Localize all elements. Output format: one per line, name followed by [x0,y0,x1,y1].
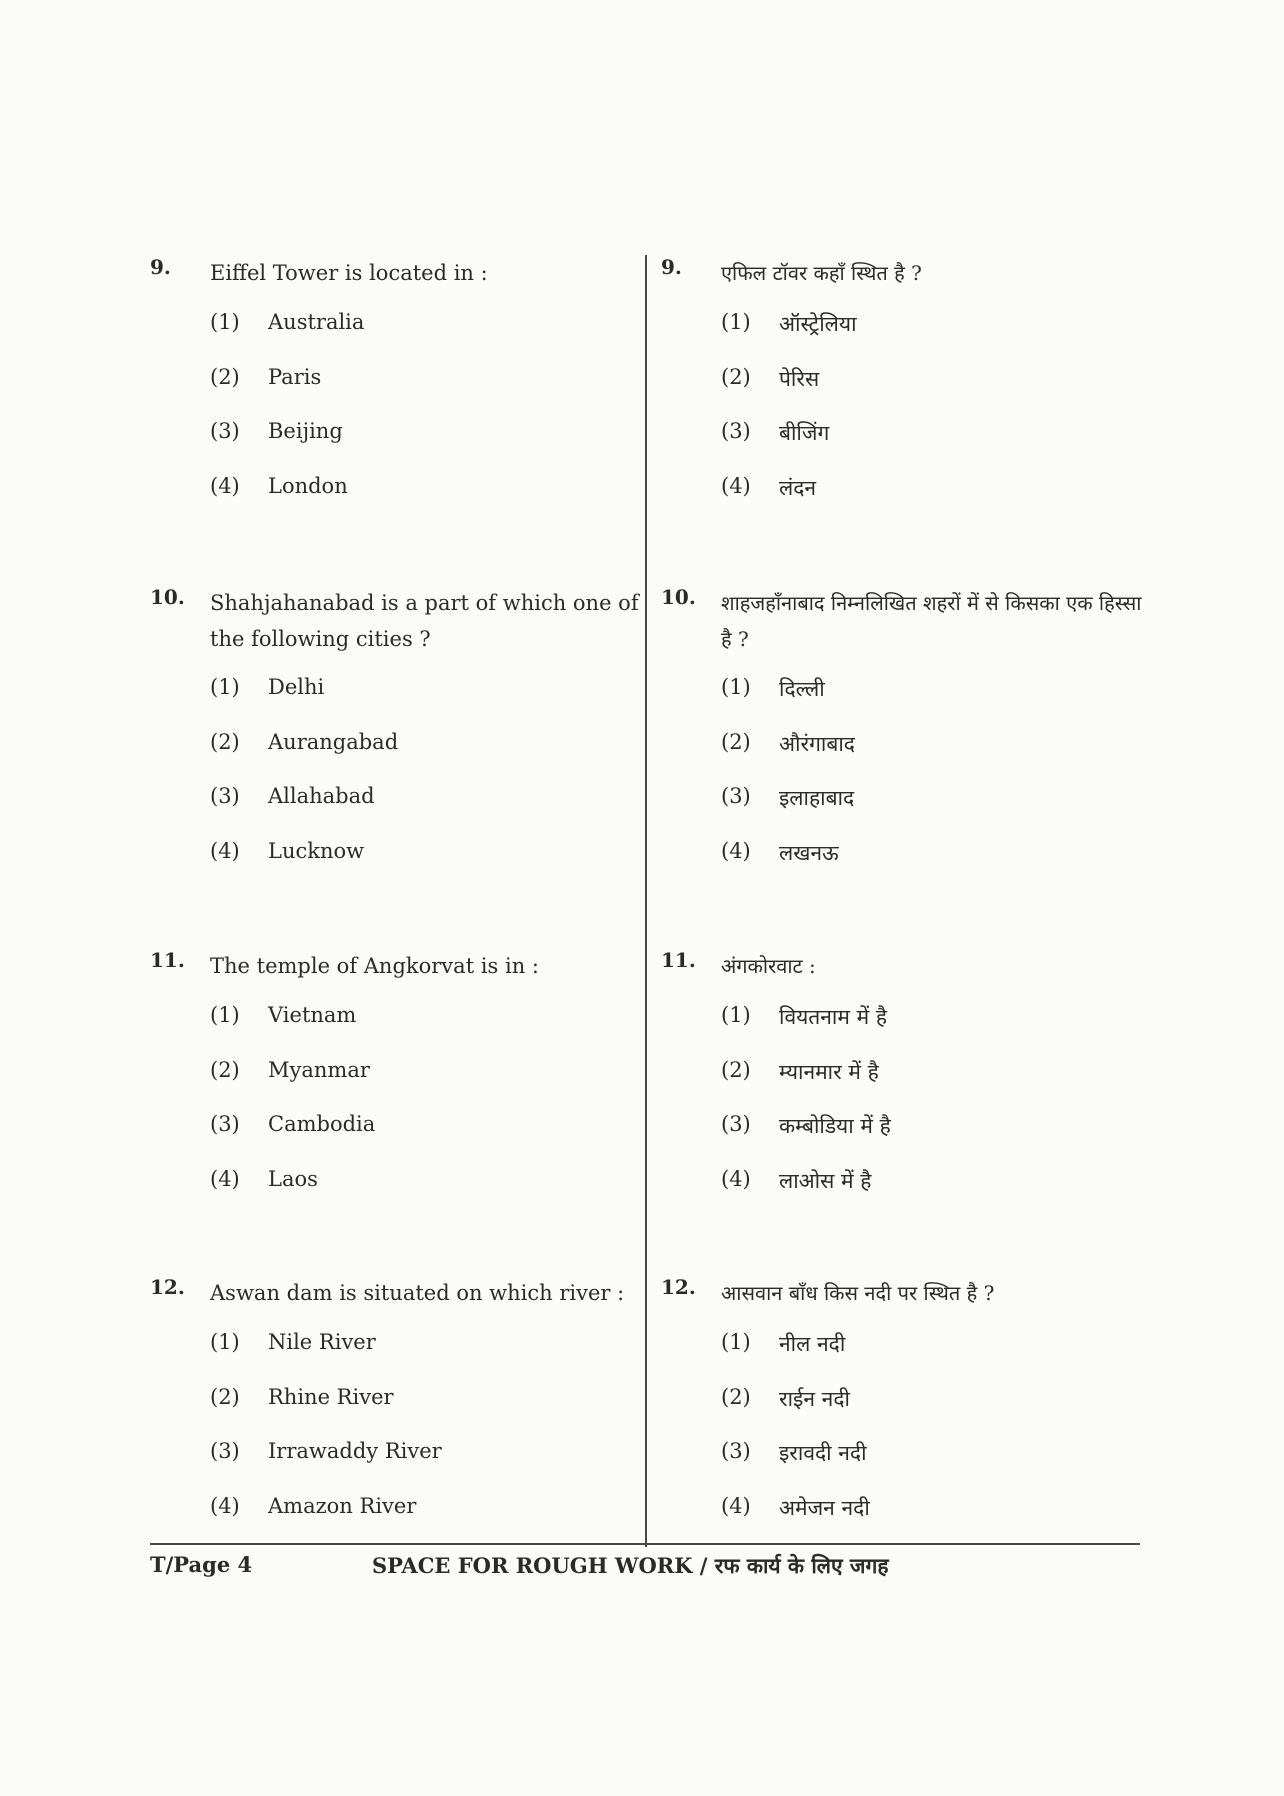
option-3 [721,419,1151,455]
option-1 [721,675,1151,711]
option-3 [210,419,640,455]
question-12-hi [661,1275,1151,1535]
option-text: दिल्ली [779,677,825,701]
option-3 [721,784,1151,820]
question-number: 11. [150,948,185,972]
option-text: Nile River [268,1330,376,1354]
question-11-en [150,948,640,1208]
option-text: लखनऊ [779,840,839,865]
option-number: (3) [721,419,751,443]
option-3 [210,784,640,820]
option-number: (4) [210,1493,240,1518]
option-4 [210,839,640,875]
option-1 [721,1003,1151,1039]
option-text: Irrawaddy River [268,1439,442,1463]
question-text: Eiffel Tower is located in : [210,261,488,285]
option-number: (3) [721,1439,751,1463]
option-number: (1) [210,675,240,699]
option-text: Aurangabad [268,729,399,754]
question-text: शाहजहाँनाबाद निम्नलिखित शहरों में से किसका एक हिस्सा है ? [721,591,1142,651]
option-text: वियतनाम में है [779,1005,887,1029]
question-11-hi [661,948,1151,1208]
option-text: औरंगाबाद [779,731,855,756]
option-2 [721,730,1151,766]
option-1 [210,310,640,346]
option-number: (2) [210,364,240,389]
option-number: (4) [210,473,240,498]
option-3 [210,1439,640,1475]
option-text: Vietnam [268,1003,357,1027]
question-text: अंगकोरवाट : [721,954,816,978]
option-text: Delhi [268,675,325,699]
option-text: कम्बोडिया में है [779,1114,891,1138]
option-number: (2) [210,1384,240,1409]
option-text: London [268,473,348,498]
question-text: Shahjahanabad is a part of which one of the following cities ? [210,591,639,651]
question-number: 9. [150,255,171,279]
question-text: आसवान बाँध किस नदी पर स्थित है ? [721,1281,995,1305]
option-text: बीजिंग [779,421,830,445]
question-9-hi [661,255,1151,515]
option-text: Laos [268,1166,318,1191]
option-text: Amazon River [268,1493,417,1518]
option-number: (3) [210,419,240,443]
option-2 [210,365,640,401]
option-number: (3) [210,784,240,808]
option-text: Rhine River [268,1384,394,1409]
option-1 [210,1003,640,1039]
option-number: (2) [721,1384,751,1409]
option-text: राईन नदी [779,1386,850,1411]
option-text: पेरिस [779,366,820,391]
option-3 [721,1112,1151,1148]
option-number: (2) [210,729,240,754]
question-number: 12. [150,1275,185,1299]
option-text: Cambodia [268,1112,376,1136]
option-text: Allahabad [268,784,375,808]
option-4 [210,1494,640,1530]
option-4 [210,1167,640,1203]
option-1 [210,1330,640,1366]
question-number: 10. [661,585,696,609]
option-text: लंदन [779,475,817,500]
option-text: Lucknow [268,838,365,863]
question-10-hi [661,585,1151,865]
question-number: 11. [661,948,696,972]
option-number: (1) [210,310,240,334]
column-divider [645,255,647,1547]
option-number: (1) [210,1003,240,1027]
question-12-en [150,1275,640,1535]
option-1 [721,1330,1151,1366]
footer-rule [150,1543,1140,1545]
option-number: (1) [721,310,751,334]
option-4 [721,839,1151,875]
option-text: Paris [268,364,322,389]
option-4 [721,474,1151,510]
option-number: (2) [210,1057,240,1082]
option-text: म्यानमार में है [779,1059,879,1084]
option-text: लाओस में है [779,1168,872,1193]
question-9-en [150,255,640,515]
option-3 [721,1439,1151,1475]
option-1 [210,675,640,711]
option-text: इलाहाबाद [779,786,855,810]
option-number: (3) [210,1439,240,1463]
option-2 [210,1385,640,1421]
option-2 [721,1385,1151,1421]
option-number: (2) [721,364,751,389]
option-2 [210,1058,640,1094]
option-number: (2) [721,1057,751,1082]
option-number: (4) [721,1493,751,1518]
option-number: (4) [210,838,240,863]
option-number: (3) [721,1112,751,1136]
option-text: इरावदी नदी [779,1441,867,1465]
option-number: (2) [721,729,751,754]
option-number: (1) [721,675,751,699]
option-text: Myanmar [268,1057,370,1082]
option-4 [210,474,640,510]
question-text: Aswan dam is situated on which river : [210,1281,625,1305]
rough-work-label: SPACE FOR ROUGH WORK / रफ कार्य के लिए जगह [372,1553,889,1578]
option-text: ऑस्ट्रेलिया [779,312,857,336]
option-2 [721,365,1151,401]
option-number: (4) [721,1166,751,1191]
option-4 [721,1494,1151,1530]
question-number: 9. [661,255,682,279]
option-text: Beijing [268,419,343,443]
option-text: Australia [268,310,365,334]
option-text: अमेजन नदी [779,1495,870,1520]
option-number: (1) [721,1003,751,1027]
option-number: (4) [210,1166,240,1191]
question-number: 10. [150,585,185,609]
option-text: नील नदी [779,1332,846,1356]
question-text: एफिल टॉवर कहाँ स्थित है ? [721,261,922,285]
option-2 [721,1058,1151,1094]
option-number: (1) [721,1330,751,1354]
option-number: (3) [210,1112,240,1136]
option-4 [721,1167,1151,1203]
option-2 [210,730,640,766]
option-number: (1) [210,1330,240,1354]
option-3 [210,1112,640,1148]
question-text: The temple of Angkorvat is in : [210,954,539,978]
page-label: T/Page 4 [150,1552,253,1577]
option-number: (4) [721,838,751,863]
question-number: 12. [661,1275,696,1299]
option-number: (4) [721,473,751,498]
option-1 [721,310,1151,346]
question-10-en [150,585,640,863]
option-number: (3) [721,784,751,808]
